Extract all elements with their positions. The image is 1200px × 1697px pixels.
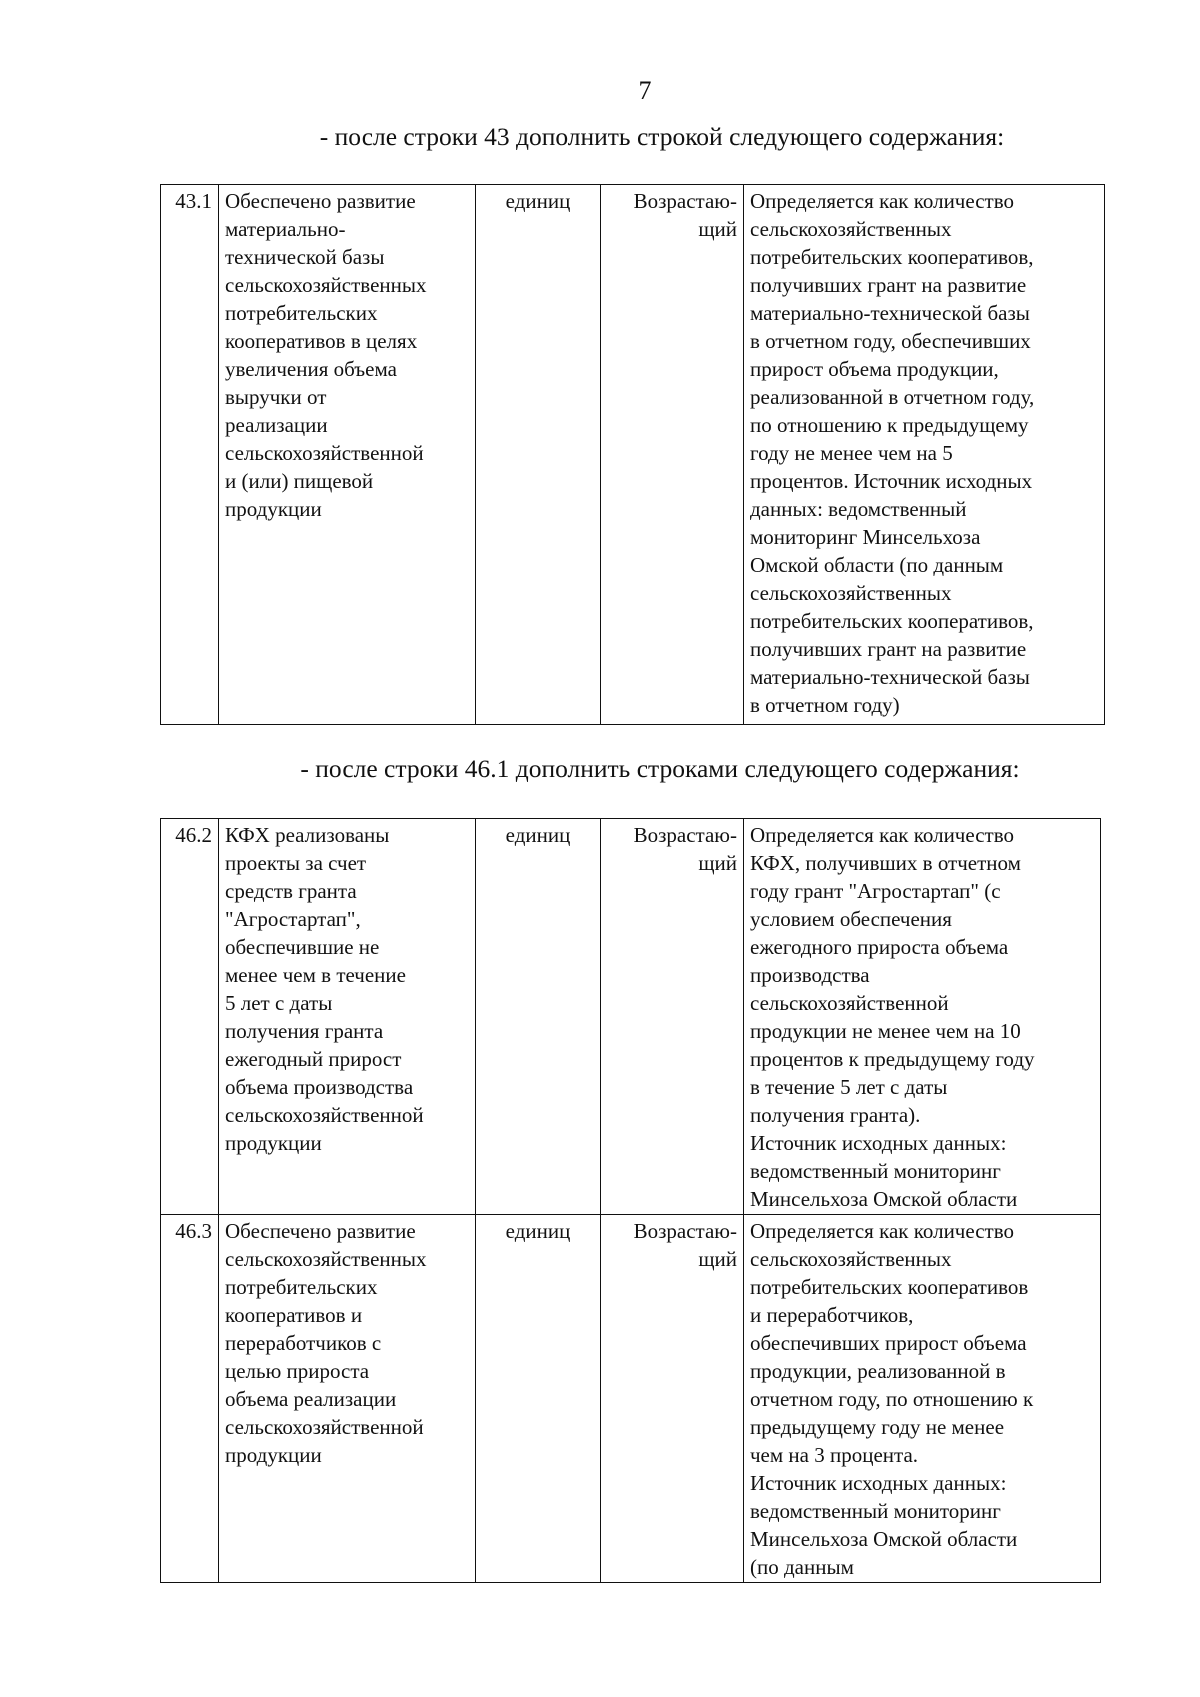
cell-text-line: сельскохозяйственной [225, 441, 424, 465]
cell-text-line: Обеспечено развитие [225, 1219, 416, 1243]
cell-text-line: обеспечившие не [225, 935, 380, 959]
table-row [161, 185, 1105, 725]
unit-cell: единиц [476, 819, 601, 1215]
cell-text-line: продукции [225, 1131, 322, 1155]
cell-text-line: продукции [225, 1443, 322, 1467]
cell-text-line: процентов к предыдущему году [750, 1047, 1035, 1071]
cell-text-line: в отчетном году, обеспечивших [750, 329, 1031, 353]
indicator-type-cell [601, 819, 744, 1215]
description-cell [744, 185, 1105, 725]
cell-text-line: продукции, реализованной в [750, 1359, 1006, 1383]
cell-text-line: сельскохозяйственных [750, 1247, 952, 1271]
cell-text-line: потребительских кооперативов, [750, 609, 1034, 633]
cell-text-line: продукции [225, 497, 322, 521]
cell-text-line: материально-технической базы [750, 665, 1030, 689]
cell-text-line: мониторинг Минсельхоза [750, 525, 981, 549]
cell-text-line: условием обеспечения [750, 907, 952, 931]
section-1-intro: - после строки 43 дополнить строкой следующего содержания: [319, 122, 1005, 151]
cell-text-line: материально- [225, 217, 346, 241]
cell-text-line: Возрастаю- [633, 823, 737, 847]
cell-text-line: сельскохозяйственной [750, 991, 949, 1015]
cell-text-line: КФХ реализованы [225, 823, 390, 847]
indicator-type-cell [601, 1215, 744, 1583]
cell-text-line: чем на 3 процента. [750, 1443, 919, 1467]
cell-text-line: Определяется как количество [750, 823, 1014, 847]
cell-text-line: Омской области (по данным [750, 553, 1004, 577]
cell-text-line: потребительских кооперативов [750, 1275, 1029, 1299]
cell-text-line: кооперативов и [225, 1303, 363, 1327]
cell-text-line: продукции не менее чем на 10 [750, 1019, 1021, 1043]
cell-text-line: производства [750, 963, 870, 987]
table-row [161, 819, 1101, 1215]
cell-text-line: щий [698, 1247, 737, 1271]
cell-text-line: увеличения объема [225, 357, 397, 381]
cell-text-line: получивших грант на развитие [750, 273, 1027, 297]
cell-text-line: "Агростартап", [225, 907, 361, 931]
indicator-name-cell [219, 819, 476, 1215]
cell-text-line: сельскохозяйственных [225, 1247, 427, 1271]
cell-text-line: Определяется как количество [750, 1219, 1014, 1243]
cell-text-line: кооперативов в целях [225, 329, 418, 353]
cell-text-line: технической базы [225, 245, 385, 269]
cell-text-line: данных: ведомственный [750, 497, 967, 521]
cell-text-line: сельскохозяйственной [225, 1415, 424, 1439]
cell-text-line: объема производства [225, 1075, 414, 1099]
cell-text-line: целью прироста [225, 1359, 370, 1383]
cell-text-line: Возрастаю- [633, 189, 737, 213]
cell-text-line: потребительских кооперативов, [750, 245, 1034, 269]
cell-text-line: ведомственный мониторинг [750, 1499, 1001, 1523]
row-number: 46.2 [161, 819, 219, 1215]
cell-text-line: Определяется как количество [750, 189, 1014, 213]
row-number: 46.3 [161, 1215, 219, 1583]
cell-text-line: потребительских [225, 301, 378, 325]
cell-text-line: прирост объема продукции, [750, 357, 999, 381]
indicator-name-cell [219, 185, 476, 725]
cell-text-line: получивших грант на развитие [750, 637, 1027, 661]
cell-text-line: Обеспечено развитие [225, 189, 416, 213]
cell-text-line: объема реализации [225, 1387, 397, 1411]
cell-text-line: в течение 5 лет с даты [750, 1075, 948, 1099]
indicator-name-cell [219, 1215, 476, 1583]
cell-text-line: ежегодного прироста объема [750, 935, 1009, 959]
description-cell [744, 1215, 1101, 1583]
cell-text-line: проекты за счет [225, 851, 367, 875]
cell-text-line: сельскохозяйственных [225, 273, 427, 297]
row-number: 43.1 [161, 185, 219, 725]
description-cell [744, 819, 1101, 1215]
cell-text-line: щий [698, 217, 737, 241]
cell-text-line: выручки от [225, 385, 327, 409]
cell-text-line: сельскохозяйственных [750, 581, 952, 605]
cell-text-line: средств гранта [225, 879, 357, 903]
page-number: 7 [638, 76, 652, 105]
cell-text-line: получения гранта [225, 1019, 384, 1043]
cell-text-line: реализованной в отчетном году, [750, 385, 1035, 409]
cell-text-line: в отчетном году) [750, 693, 900, 717]
cell-text-line: 5 лет с даты [225, 991, 333, 1015]
cell-text-line: обеспечивших прирост объема [750, 1331, 1027, 1355]
cell-text-line: реализации [225, 413, 328, 437]
cell-text-line: переработчиков с [225, 1331, 382, 1355]
cell-text-line: (по данным [750, 1555, 854, 1579]
cell-text-line: Возрастаю- [633, 1219, 737, 1243]
cell-text-line: по отношению к предыдущему [750, 413, 1029, 437]
cell-text-line: менее чем в течение [225, 963, 406, 987]
cell-text-line: КФХ, получивших в отчетном [750, 851, 1021, 875]
cell-text-line: щий [698, 851, 737, 875]
indicator-type-cell [601, 185, 744, 725]
indicators-table-2 [160, 818, 1101, 1583]
cell-text-line: сельскохозяйственных [750, 217, 952, 241]
unit-cell: единиц [476, 1215, 601, 1583]
cell-text-line: Минсельхоза Омской области [750, 1187, 1018, 1211]
cell-text-line: отчетном году, по отношению к [750, 1387, 1034, 1411]
cell-text-line: Источник исходных данных: [750, 1131, 1007, 1155]
cell-text-line: и переработчиков, [750, 1303, 914, 1327]
cell-text-line: году не менее чем на 5 [750, 441, 953, 465]
cell-text-line: предыдущему году не менее [750, 1415, 1005, 1439]
cell-text-line: году грант "Агростартап" (с [750, 879, 1001, 903]
cell-text-line: материально-технической базы [750, 301, 1030, 325]
cell-text-line: получения гранта). [750, 1103, 921, 1127]
section-2-intro: - после строки 46.1 дополнить строками следующего содержания: [300, 754, 1020, 783]
cell-text-line: потребительских [225, 1275, 378, 1299]
unit-cell: единиц [476, 185, 601, 725]
cell-text-line: процентов. Источник исходных [750, 469, 1033, 493]
cell-text-line: Источник исходных данных: [750, 1471, 1007, 1495]
table-row [161, 1215, 1101, 1583]
cell-text-line: и (или) пищевой [225, 469, 374, 493]
cell-text-line: ведомственный мониторинг [750, 1159, 1001, 1183]
cell-text-line: Минсельхоза Омской области [750, 1527, 1018, 1551]
cell-text-line: ежегодный прирост [225, 1047, 402, 1071]
indicators-table-1 [160, 184, 1105, 725]
cell-text-line: сельскохозяйственной [225, 1103, 424, 1127]
